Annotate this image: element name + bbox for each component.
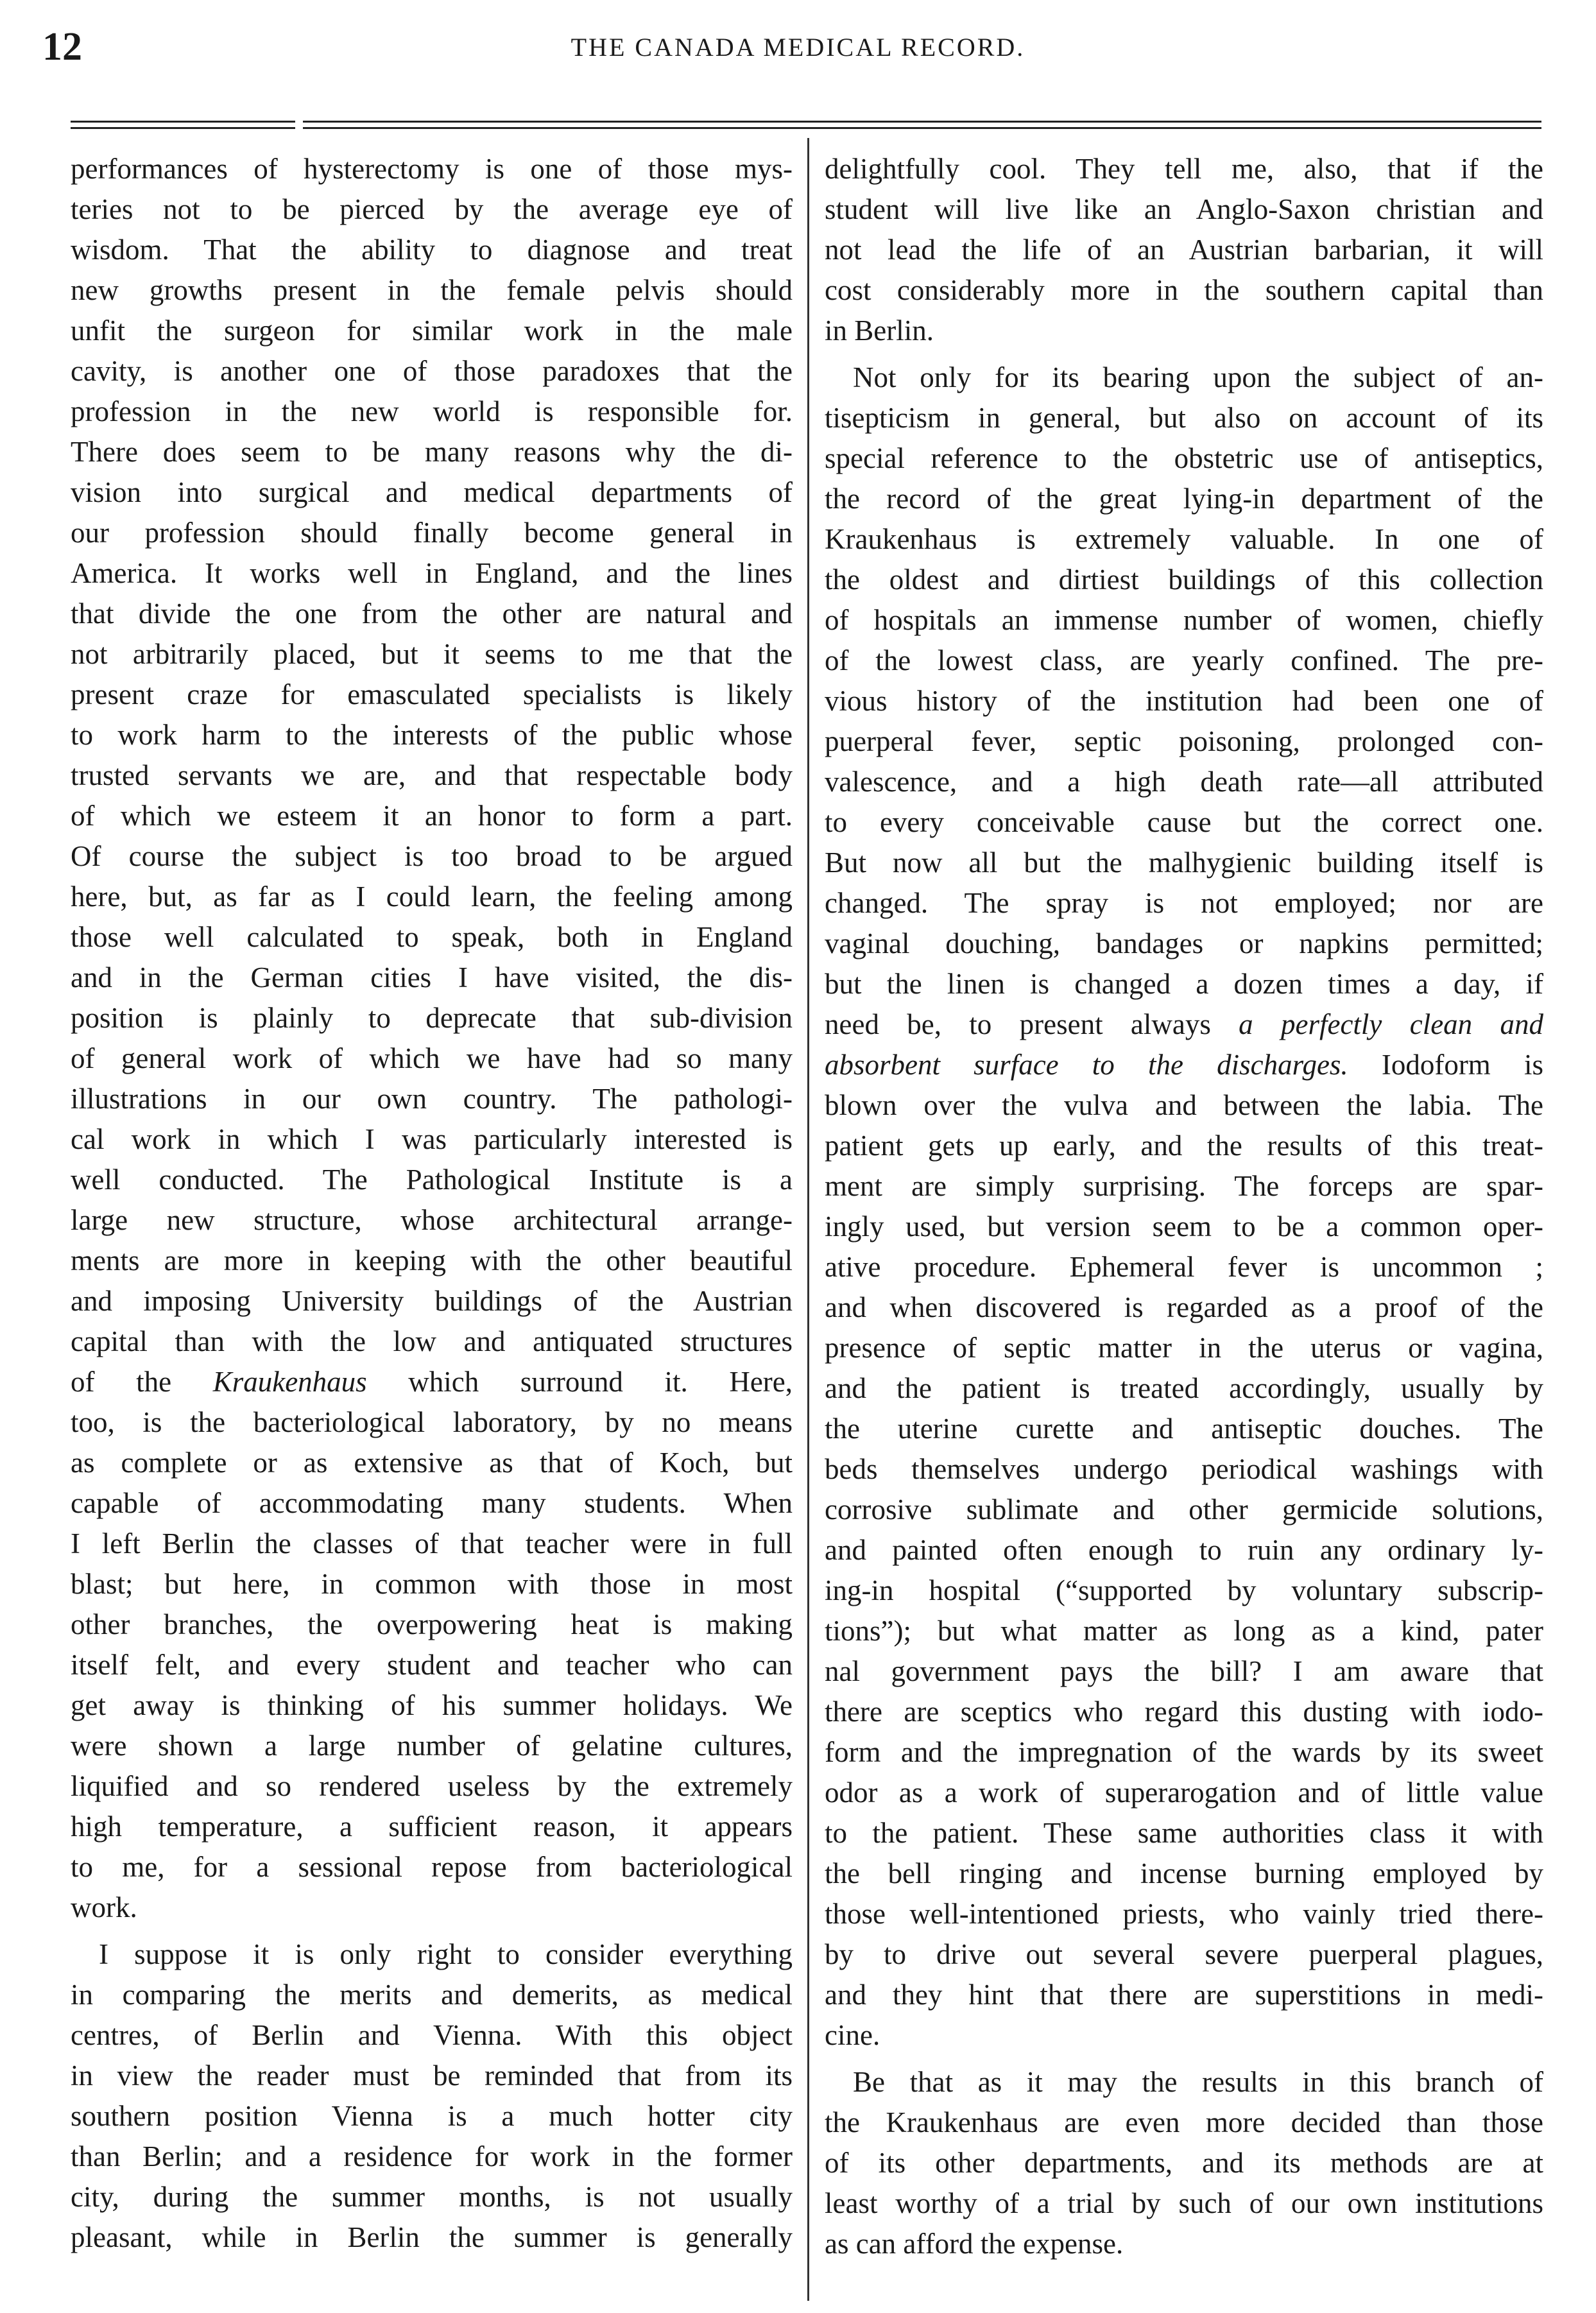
- text-segment: ing-in hospital (“supported by voluntary subscrip-: [825, 1574, 1543, 1606]
- text-line: [825, 1975, 1543, 2015]
- text-line: [825, 2224, 1543, 2264]
- text-line: [71, 958, 793, 998]
- text-segment: ment are simply surprising. The forceps are spar-: [825, 1170, 1543, 1202]
- column-divider: [807, 138, 809, 2301]
- text-line: [825, 762, 1543, 802]
- text-segment: blown over the vulva and between the labia. The: [825, 1089, 1543, 1121]
- text-segment: large new structure, whose architectural arrange-: [71, 1204, 793, 1236]
- text-line: [71, 1281, 793, 1321]
- text-segment: vaginal douching, bandages or napkins permitted;: [825, 927, 1543, 959]
- text-segment: patient gets up early, and the results of this treat-: [825, 1130, 1543, 1162]
- text-line: [825, 1126, 1543, 1166]
- text-line: [825, 883, 1543, 924]
- text-line: [825, 802, 1543, 843]
- text-segment: our profession should finally become general in: [71, 517, 793, 549]
- text-segment: Kraukenhaus is extremely valuable. In one of: [825, 523, 1543, 555]
- text-segment: than Berlin; and a residence for work in the former: [71, 2140, 793, 2172]
- text-segment: itself felt, and every student and teacher who can: [71, 1649, 793, 1681]
- text-segment: profession in the new world is responsible for.: [71, 395, 793, 427]
- text-segment: Of course the subject is too broad to be argued: [71, 840, 793, 872]
- text-line: [71, 1200, 793, 1241]
- text-segment: presence of septic matter in the uterus or vagina,: [825, 1332, 1543, 1364]
- text-line: [825, 357, 1543, 398]
- text-line: [71, 1564, 793, 1604]
- text-line: [825, 1045, 1543, 1085]
- text-segment: cost considerably more in the southern capital than: [825, 274, 1543, 306]
- text-segment: well conducted. The Pathological Institute is a: [71, 1164, 793, 1196]
- text-segment: form and the impregnation of the wards by its sweet: [825, 1736, 1543, 1768]
- italic-text: Kraukenhaus: [212, 1366, 367, 1398]
- text-line: [825, 964, 1543, 1004]
- text-line: [71, 1887, 793, 1928]
- text-segment: as complete or as extensive as that of Koch, but: [71, 1447, 793, 1479]
- text-line: [71, 1524, 793, 1564]
- text-segment: centres, of Berlin and Vienna. With this object: [71, 2019, 793, 2051]
- text-segment: valescence, and a high death rate—all attributed: [825, 766, 1543, 798]
- text-segment: not arbitrarily placed, but it seems to me that the: [71, 638, 793, 670]
- text-segment: and they hint that there are superstitions in medi-: [825, 1979, 1543, 2011]
- text-line: [71, 553, 793, 594]
- text-segment: which surround it. Here,: [366, 1366, 793, 1398]
- text-segment: present craze for emasculated specialists is likely: [71, 678, 793, 710]
- text-line: [825, 1530, 1543, 1570]
- text-line: [825, 1611, 1543, 1651]
- text-line: [825, 2183, 1543, 2224]
- text-segment: tions”); but what matter as long as a kind, pater: [825, 1615, 1543, 1647]
- text-line: [71, 594, 793, 634]
- text-line: [71, 917, 793, 958]
- text-segment: odor as a work of superarogation and of little value: [825, 1776, 1543, 1809]
- text-line: [71, 2177, 793, 2217]
- text-line: [71, 2096, 793, 2137]
- text-line: [71, 1934, 793, 1975]
- text-line: [825, 1651, 1543, 1692]
- text-segment: southern position Vienna is a much hotter city: [71, 2100, 793, 2132]
- text-line: [71, 472, 793, 513]
- text-line: [825, 600, 1543, 641]
- text-line: [825, 2102, 1543, 2143]
- text-line: [71, 1321, 793, 1362]
- text-segment: I left Berlin the classes of that teacher were in full: [71, 1527, 793, 1560]
- page-number: 12: [42, 25, 82, 69]
- text-line: [71, 1160, 793, 1200]
- text-line: [71, 2137, 793, 2177]
- text-line: [71, 715, 793, 755]
- text-segment: Be that as it may the results in this branch of: [853, 2066, 1543, 2098]
- text-segment: the bell ringing and incense burning employed by: [825, 1857, 1543, 1889]
- text-segment: in view the reader must be reminded that from its: [71, 2059, 793, 2092]
- text-segment: the oldest and dirtiest buildings of this collection: [825, 563, 1543, 596]
- text-segment: as can afford the expense.: [825, 2228, 1124, 2260]
- text-line: [825, 519, 1543, 560]
- text-line: [71, 149, 793, 189]
- text-line: [71, 1726, 793, 1766]
- text-line: [71, 189, 793, 230]
- text-line: [825, 1368, 1543, 1409]
- text-segment: special reference to the obstetric use of antiseptics,: [825, 442, 1543, 474]
- text-segment: of general work of which we have had so many: [71, 1042, 793, 1074]
- text-segment: wisdom. That the ability to diagnose and treat: [71, 234, 793, 266]
- text-line: [825, 1207, 1543, 1247]
- text-line: [71, 1847, 793, 1887]
- text-line: [71, 1645, 793, 1685]
- left-column: [71, 149, 793, 2258]
- text-segment: of which we esteem it an honor to form a part.: [71, 800, 793, 832]
- text-segment: to me, for a sessional repose from bacteriological: [71, 1851, 793, 1883]
- text-segment: trusted servants we are, and that respectable body: [71, 759, 793, 791]
- text-line: [825, 2015, 1543, 2056]
- text-line: [825, 843, 1543, 883]
- text-segment: least worthy of a trial by such of our own institutions: [825, 2187, 1543, 2219]
- text-line: [71, 1975, 793, 2015]
- text-segment: other branches, the overpowering heat is making: [71, 1608, 793, 1640]
- text-segment: teries not to be pierced by the average eye of: [71, 193, 793, 225]
- text-segment: work.: [71, 1891, 137, 1923]
- text-line: [71, 2056, 793, 2096]
- text-line: [825, 270, 1543, 311]
- text-segment: I suppose it is only right to consider everything: [99, 1938, 793, 1970]
- text-segment: delightfully cool. They tell me, also, that if the: [825, 153, 1543, 185]
- text-line: [71, 1402, 793, 1443]
- text-line: [825, 2062, 1543, 2102]
- text-segment: blast; but here, in common with those in most: [71, 1568, 793, 1600]
- text-line: [825, 2143, 1543, 2183]
- text-segment: and when discovered is regarded as a proof of the: [825, 1291, 1543, 1323]
- text-line: [825, 560, 1543, 600]
- text-line: [71, 351, 793, 391]
- text-line: [825, 1409, 1543, 1449]
- text-segment: were shown a large number of gelatine cultures,: [71, 1730, 793, 1762]
- text-segment: But now all but the malhygienic building itself is: [825, 847, 1543, 879]
- text-segment: that divide the one from the other are natural and: [71, 598, 793, 630]
- text-line: [71, 311, 793, 351]
- text-line: [71, 1604, 793, 1645]
- text-segment: pleasant, while in Berlin the summer is generally: [71, 2221, 793, 2253]
- text-segment: high temperature, a sufficient reason, it appears: [71, 1810, 793, 1843]
- text-line: [71, 1362, 793, 1402]
- text-line: [71, 1483, 793, 1524]
- text-line: [825, 479, 1543, 519]
- running-title: THE CANADA MEDICAL RECORD.: [571, 33, 1025, 62]
- italic-text: a perfectly clean and: [1239, 1008, 1543, 1040]
- text-segment: and in the German cities I have visited, the dis-: [71, 961, 793, 993]
- text-segment: to work harm to the interests of the public whose: [71, 719, 793, 751]
- text-line: [71, 1241, 793, 1281]
- text-segment: puerperal fever, septic poisoning, prolonged con-: [825, 725, 1543, 757]
- text-line: [71, 796, 793, 836]
- text-segment: liquified and so rendered useless by the extremely: [71, 1770, 793, 1802]
- text-segment: nal government pays the bill? I am aware that: [825, 1655, 1543, 1687]
- text-segment: performances of hysterectomy is one of those mys-: [71, 153, 793, 185]
- text-line: [825, 398, 1543, 438]
- header-rule-bottom-right: [303, 127, 1541, 129]
- text-line: [71, 432, 793, 472]
- text-segment: unfit the surgeon for similar work in the male: [71, 314, 793, 347]
- text-segment: there are sceptics who regard this dusting with iodo-: [825, 1696, 1543, 1728]
- text-line: [825, 1328, 1543, 1368]
- text-segment: tisepticism in general, but also on account of its: [825, 402, 1543, 434]
- text-line: [825, 641, 1543, 681]
- text-line: [825, 1732, 1543, 1773]
- text-segment: student will live like an Anglo-Saxon christian and: [825, 193, 1543, 225]
- text-line: [825, 230, 1543, 270]
- text-segment: changed. The spray is not employed; nor are: [825, 887, 1543, 919]
- text-segment: in Berlin.: [825, 314, 934, 347]
- text-line: [825, 721, 1543, 762]
- text-segment: those well calculated to speak, both in England: [71, 921, 793, 953]
- text-segment: by to drive out several severe puerperal plagues,: [825, 1938, 1543, 1970]
- text-line: [71, 1119, 793, 1160]
- text-segment: city, during the summer months, is not usually: [71, 2181, 793, 2213]
- text-line: [825, 1166, 1543, 1207]
- text-segment: of the lowest class, are yearly confined. The pre-: [825, 644, 1543, 676]
- text-line: [71, 1443, 793, 1483]
- text-line: [825, 681, 1543, 721]
- text-segment: in comparing the merits and demerits, as medical: [71, 1979, 793, 2011]
- text-line: [825, 1853, 1543, 1894]
- text-line: [825, 1247, 1543, 1287]
- header-rule-bottom-left: [71, 127, 295, 129]
- text-line: [825, 189, 1543, 230]
- text-segment: ingly used, but version seem to be a common oper-: [825, 1210, 1543, 1242]
- text-line: [71, 1038, 793, 1079]
- text-segment: America. It works well in England, and the lines: [71, 557, 793, 589]
- text-segment: cine.: [825, 2019, 880, 2051]
- text-segment: and the patient is treated accordingly, usually by: [825, 1372, 1543, 1404]
- text-segment: and painted often enough to ruin any ordinary ly-: [825, 1534, 1543, 1566]
- text-segment: to every conceivable cause but the correct one.: [825, 806, 1543, 838]
- text-line: [825, 1934, 1543, 1975]
- text-line: [71, 1079, 793, 1119]
- text-line: [825, 149, 1543, 189]
- text-segment: need be, to present always: [825, 1008, 1239, 1040]
- text-line: [825, 1813, 1543, 1853]
- text-line: [71, 1807, 793, 1847]
- text-line: [825, 1085, 1543, 1126]
- text-segment: capable of accommodating many students. When: [71, 1487, 793, 1519]
- text-line: [71, 836, 793, 877]
- text-segment: of hospitals an immense number of women, chiefly: [825, 604, 1543, 636]
- text-segment: not lead the life of an Austrian barbarian, it will: [825, 234, 1543, 266]
- text-segment: position is plainly to deprecate that sub-division: [71, 1002, 793, 1034]
- text-line: [71, 634, 793, 675]
- text-segment: those well-intentioned priests, who vainly tried there-: [825, 1898, 1543, 1930]
- text-segment: There does seem to be many reasons why the di-: [71, 436, 793, 468]
- text-line: [825, 924, 1543, 964]
- text-segment: the Kraukenhaus are even more decided than those: [825, 2106, 1543, 2138]
- text-segment: to the patient. These same authorities class it with: [825, 1817, 1543, 1849]
- text-line: [71, 230, 793, 270]
- text-segment: but the linen is changed a dozen times a day, if: [825, 968, 1543, 1000]
- text-segment: vious history of the institution had been one of: [825, 685, 1543, 717]
- text-segment: get away is thinking of his summer holidays. We: [71, 1689, 793, 1721]
- text-line: [71, 755, 793, 796]
- text-segment: ments are more in keeping with the other beautiful: [71, 1244, 793, 1277]
- text-line: [71, 2217, 793, 2258]
- text-segment: ative procedure. Ephemeral fever is uncommon ;: [825, 1251, 1543, 1283]
- text-segment: the record of the great lying-in department of the: [825, 483, 1543, 515]
- text-line: [71, 1766, 793, 1807]
- text-segment: corrosive sublimate and other germicide solutions,: [825, 1493, 1543, 1526]
- text-segment: beds themselves undergo periodical washings with: [825, 1453, 1543, 1485]
- text-segment: and imposing University buildings of the Austrian: [71, 1285, 793, 1317]
- text-line: [825, 1692, 1543, 1732]
- text-line: [825, 1894, 1543, 1934]
- text-segment: of the: [71, 1366, 213, 1398]
- text-segment: vision into surgical and medical departments of: [71, 476, 793, 508]
- text-line: [825, 1449, 1543, 1490]
- text-line: [825, 311, 1543, 351]
- text-line: [825, 1773, 1543, 1813]
- text-segment: illustrations in our own country. The pathologi-: [71, 1083, 793, 1115]
- text-line: [71, 877, 793, 917]
- text-line: [825, 1570, 1543, 1611]
- text-segment: of its other departments, and its methods are at: [825, 2147, 1543, 2179]
- text-line: [71, 1685, 793, 1726]
- text-line: [825, 438, 1543, 479]
- text-segment: cavity, is another one of those paradoxes that the: [71, 355, 793, 387]
- text-segment: cal work in which I was particularly interested is: [71, 1123, 793, 1155]
- text-segment: the uterine curette and antiseptic douches. The: [825, 1413, 1543, 1445]
- text-line: [825, 1004, 1543, 1045]
- text-segment: Not only for its bearing upon the subject of an-: [853, 361, 1543, 393]
- text-line: [71, 270, 793, 311]
- text-line: [71, 513, 793, 553]
- text-segment: new growths present in the female pelvis should: [71, 274, 793, 306]
- text-segment: Iodoform is: [1348, 1049, 1543, 1081]
- text-segment: here, but, as far as I could learn, the feeling among: [71, 881, 793, 913]
- right-column: [825, 149, 1543, 2264]
- text-segment: too, is the bacteriological laboratory, by no means: [71, 1406, 793, 1438]
- header-rule-top-right: [303, 121, 1541, 123]
- text-line: [71, 675, 793, 715]
- italic-text: absorbent surface to the discharges.: [825, 1049, 1348, 1081]
- text-line: [71, 2015, 793, 2056]
- text-segment: capital than with the low and antiquated structures: [71, 1325, 793, 1357]
- text-line: [825, 1490, 1543, 1530]
- text-line: [71, 391, 793, 432]
- text-line: [71, 998, 793, 1038]
- text-line: [825, 1287, 1543, 1328]
- header-rule-top-left: [71, 121, 295, 123]
